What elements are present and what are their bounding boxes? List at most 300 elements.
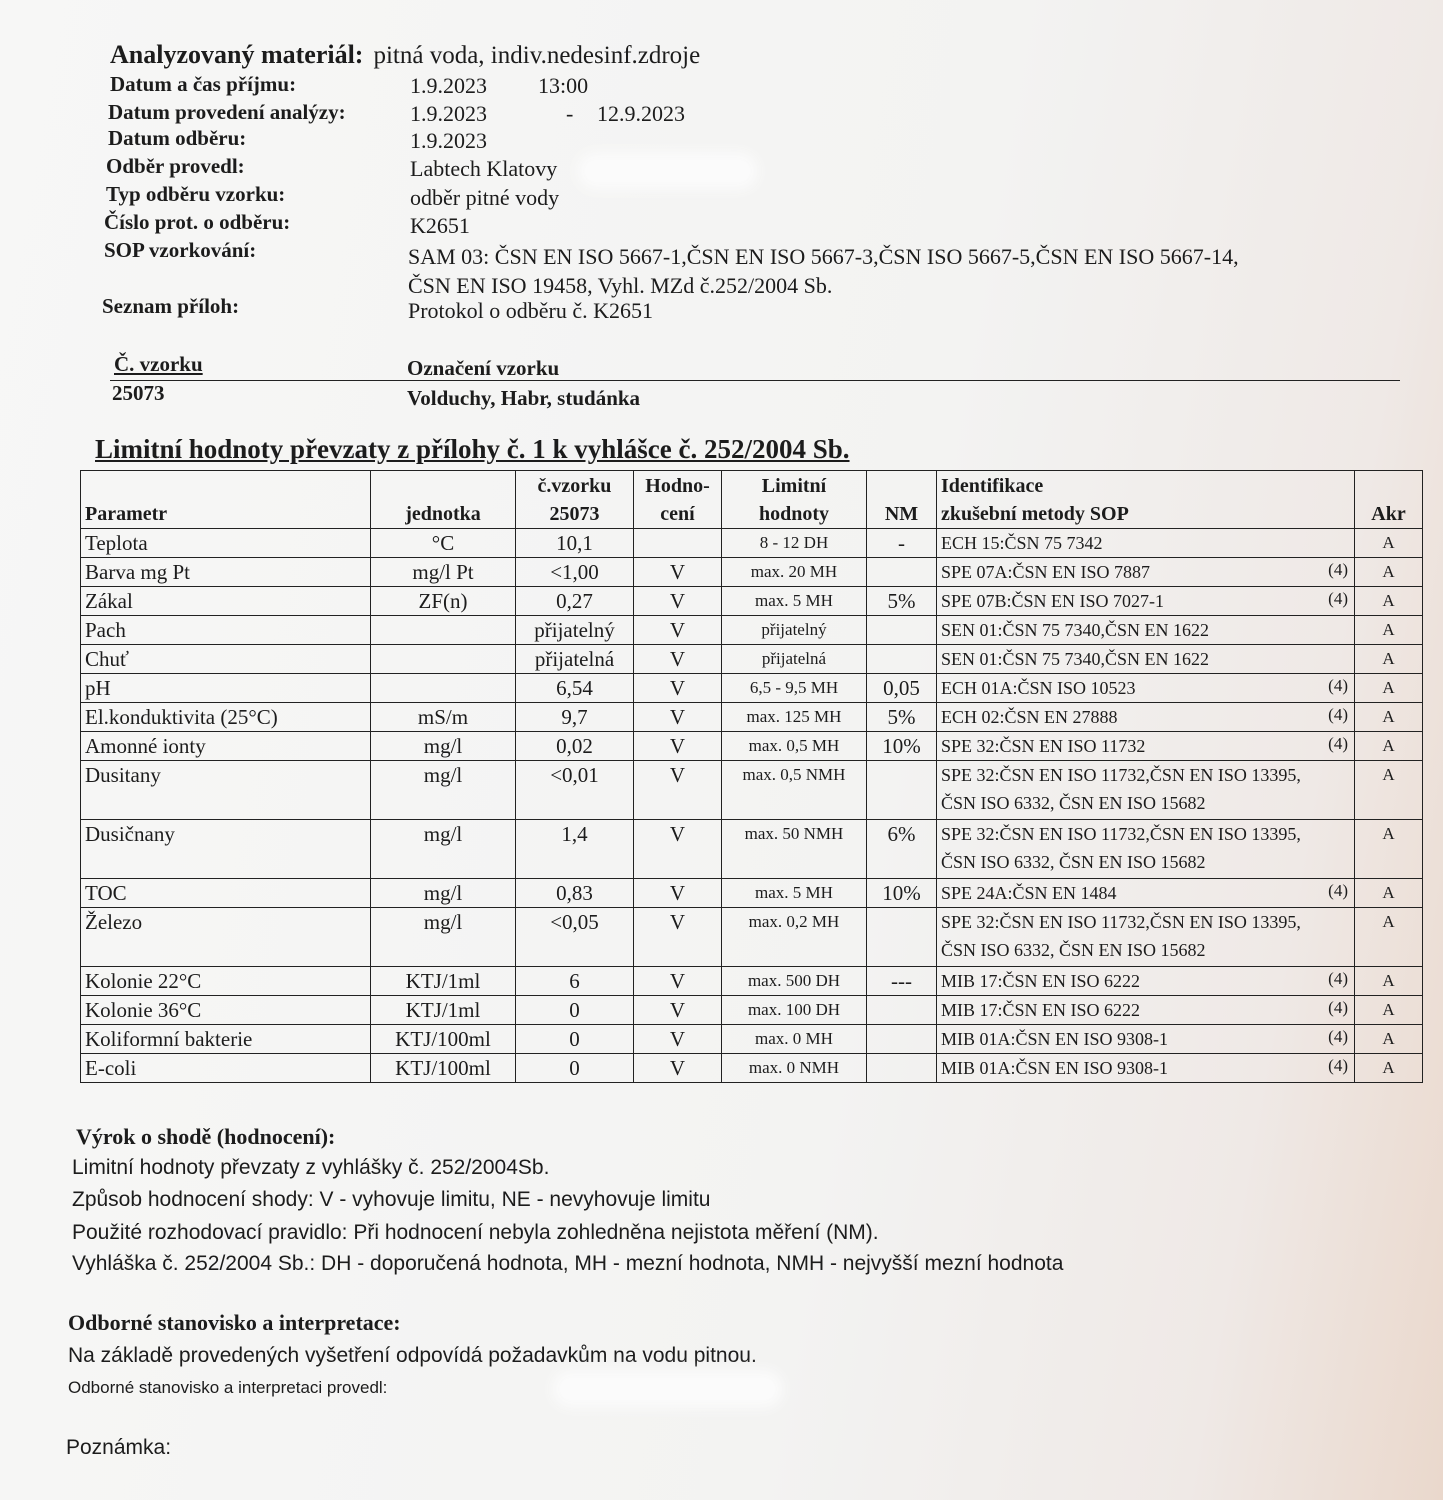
method-reference: (4) (1328, 676, 1348, 695)
method-line: MIB 17:ČSN EN ISO 6222 (941, 1000, 1141, 1020)
material-label: Analyzovaný materiál: (110, 40, 364, 69)
cell-param-text: Kolonie 22°C (85, 969, 202, 993)
cell-value-text: 1,4 (561, 822, 588, 846)
cell-eval (634, 732, 722, 761)
cell-limit-text: přijatelná (761, 649, 827, 668)
method-line-2: ČSN ISO 6332, ČSN EN ISO 15682 (941, 852, 1206, 872)
cell-value (516, 732, 634, 761)
cell-param-text: Amonné ionty (85, 734, 206, 758)
cell-akr-text: A (1382, 912, 1395, 931)
cell-unit-text: °C (431, 531, 455, 555)
cell-value-text: 6 (569, 969, 580, 993)
cell-param (81, 558, 371, 587)
cell-param (81, 996, 371, 1025)
cell-limit (722, 703, 867, 732)
cell-nm (867, 558, 937, 587)
note-label: Poznámka: (66, 1436, 172, 1459)
cell-eval-text: V (669, 1056, 686, 1080)
cell-limit-text: max. 0,5 NMH (742, 765, 846, 784)
cell-param (81, 761, 371, 820)
cell-eval-text: V (669, 763, 686, 787)
cell-eval (634, 587, 722, 616)
sampling-type-label: Typ odběru vzorku: (106, 182, 286, 206)
cell-value (516, 645, 634, 674)
cell-unit (371, 996, 516, 1025)
cell-value-text: přijatelný (534, 618, 615, 642)
cell-unit (371, 674, 516, 703)
cell-akr-text: A (1382, 736, 1395, 755)
cell-limit (722, 674, 867, 703)
table-row (81, 879, 1423, 908)
cell-method (937, 558, 1355, 587)
cell-unit (371, 587, 516, 616)
cell-eval (634, 703, 722, 732)
header-unit: jednotka (371, 471, 516, 529)
cell-akr-text: A (1382, 620, 1395, 639)
cell-eval-text: V (669, 589, 686, 613)
cell-nm (867, 820, 937, 879)
method-line: SPE 07B:ČSN EN ISO 7027-1 (941, 591, 1165, 611)
cell-param-text: El.konduktivita (25°C) (85, 705, 278, 729)
cell-nm (867, 703, 937, 732)
cell-value (516, 616, 634, 645)
cell-nm-text: --- (891, 969, 912, 993)
cell-eval (634, 616, 722, 645)
cell-value (516, 587, 634, 616)
cell-limit-text: max. 125 MH (746, 707, 842, 726)
table-header-row (81, 471, 1423, 529)
cell-value (516, 1025, 634, 1054)
cell-value (516, 529, 634, 558)
conformity-line: Použité rozhodovací pravidlo: Při hodnocení nebyla zohledněna nejistota měření (NM). (72, 1221, 879, 1244)
table-row (81, 616, 1423, 645)
cell-eval-text: V (669, 910, 686, 934)
sop-label: SOP vzorkování: (104, 238, 257, 262)
method-reference: (4) (1328, 998, 1348, 1017)
cell-nm (867, 908, 937, 967)
cell-limit (722, 558, 867, 587)
cell-value-text: <0,01 (550, 763, 599, 787)
cell-unit-text: mS/m (417, 705, 469, 729)
cell-eval (634, 1025, 722, 1054)
cell-akr-text: A (1382, 533, 1395, 552)
cell-param (81, 820, 371, 879)
cell-limit (722, 616, 867, 645)
table-row (81, 558, 1423, 587)
cell-method (937, 996, 1355, 1025)
cell-value-text: 0,27 (556, 589, 593, 613)
cell-nm (867, 761, 937, 820)
conformity-line: Vyhláška č. 252/2004 Sb.: DH - doporučená hodnota, MH - mezní hodnota, NMH - nejvyšší mezní hodnota (72, 1252, 1064, 1275)
material-row (110, 40, 700, 70)
cell-nm (867, 879, 937, 908)
sample-divider (110, 380, 1400, 381)
cell-value (516, 908, 634, 967)
cell-limit (722, 967, 867, 996)
method-line: ECH 01A:ČSN ISO 10523 (941, 678, 1136, 698)
cell-unit (371, 908, 516, 967)
cell-nm (867, 529, 937, 558)
cell-param-text: Koliformní bakterie (85, 1027, 253, 1051)
cell-param-text: TOC (85, 881, 127, 905)
table-title: Limitní hodnoty převzaty z přílohy č. 1 k vyhlášce č. 252/2004 Sb. (95, 434, 850, 464)
cell-limit (722, 1054, 867, 1083)
conformity-heading: Výrok o shodě (hodnocení): (76, 1124, 336, 1149)
cell-param-text: Dusitany (85, 763, 161, 787)
cell-param (81, 732, 371, 761)
cell-akr (1355, 587, 1423, 616)
cell-param (81, 529, 371, 558)
header-eval: Hodno- cení (634, 471, 722, 529)
cell-value (516, 558, 634, 587)
analysis-to: 12.9.2023 (597, 101, 685, 126)
cell-limit (722, 761, 867, 820)
cell-unit (371, 761, 516, 820)
method-reference: (4) (1328, 881, 1348, 900)
cell-unit-text: mg/l (423, 734, 463, 758)
cell-akr-text: A (1382, 765, 1395, 784)
cell-value-text: <1,00 (550, 560, 599, 584)
cell-method (937, 1054, 1355, 1083)
sampled-by-label: Odběr provedl: (106, 154, 245, 178)
table-row (81, 645, 1423, 674)
cell-nm-text: 0,05 (883, 676, 920, 700)
cell-eval-text: V (669, 881, 686, 905)
cell-unit-text: mg/l Pt (412, 560, 474, 584)
sop-line-2: ČSN EN ISO 19458, Vyhl. MZd č.252/2004 Sb. (408, 273, 833, 298)
cell-akr (1355, 703, 1423, 732)
method-line-2: ČSN ISO 6332, ČSN EN ISO 15682 (941, 793, 1206, 813)
cell-unit (371, 967, 516, 996)
cell-eval-text: V (669, 1027, 686, 1051)
cell-akr (1355, 761, 1423, 820)
cell-param (81, 616, 371, 645)
cell-akr (1355, 879, 1423, 908)
cell-unit (371, 1054, 516, 1083)
cell-method (937, 1025, 1355, 1054)
cell-param (81, 879, 371, 908)
cell-akr-text: A (1382, 562, 1395, 581)
cell-limit-text: max. 5 MH (755, 591, 833, 610)
table-row (81, 820, 1423, 879)
cell-eval (634, 1054, 722, 1083)
cell-akr (1355, 558, 1423, 587)
results-table (80, 470, 1423, 1083)
sop-line-1: SAM 03: ČSN EN ISO 5667-1,ČSN EN ISO 5667-3,ČSN ISO 5667-5,ČSN EN ISO 5667-14, (408, 244, 1239, 269)
cell-eval (634, 996, 722, 1025)
cell-akr (1355, 820, 1423, 879)
sampled-by-value: Labtech Klatovy (410, 156, 558, 181)
cell-eval-text: V (669, 618, 686, 642)
cell-method (937, 732, 1355, 761)
cell-akr (1355, 645, 1423, 674)
cell-limit-text: max. 50 NMH (744, 824, 844, 843)
method-line: SEN 01:ČSN 75 7340,ČSN EN 1622 (941, 649, 1210, 669)
cell-value (516, 703, 634, 732)
cell-limit-text: max. 0,5 MH (748, 736, 840, 755)
received-label: Datum a čas příjmu: (110, 72, 297, 96)
cell-param (81, 908, 371, 967)
header-akr: Akr (1355, 471, 1423, 529)
sample-name-label: Označení vzorku (407, 356, 560, 380)
cell-param-text: Barva mg Pt (85, 560, 190, 584)
cell-akr (1355, 616, 1423, 645)
cell-limit-text: max. 5 MH (755, 883, 833, 902)
cell-limit-text: 8 - 12 DH (759, 533, 829, 552)
method-line: SPE 32:ČSN EN ISO 11732,ČSN EN ISO 13395, (941, 765, 1301, 785)
table-row (81, 674, 1423, 703)
method-line: SPE 07A:ČSN EN ISO 7887 (941, 562, 1151, 582)
method-reference: (4) (1328, 589, 1348, 608)
cell-nm-text: - (898, 531, 905, 555)
cell-eval (634, 967, 722, 996)
cell-nm-text: 5% (887, 589, 916, 613)
cell-param (81, 1025, 371, 1054)
table-row (81, 587, 1423, 616)
cell-method (937, 703, 1355, 732)
method-line: MIB 01A:ČSN EN ISO 9308-1 (941, 1029, 1169, 1049)
cell-limit (722, 529, 867, 558)
redaction-mark (585, 160, 750, 182)
cell-value-text: 10,1 (556, 531, 593, 555)
method-line: MIB 17:ČSN EN ISO 6222 (941, 971, 1141, 991)
cell-akr (1355, 1054, 1423, 1083)
cell-akr-text: A (1382, 591, 1395, 610)
protocol-no-value: K2651 (410, 213, 470, 238)
cell-nm (867, 732, 937, 761)
method-reference: (4) (1328, 560, 1348, 579)
cell-eval (634, 879, 722, 908)
cell-akr-text: A (1382, 824, 1395, 843)
cell-akr (1355, 996, 1423, 1025)
received-time: 13:00 (538, 73, 589, 98)
cell-unit (371, 529, 516, 558)
cell-unit-text: KTJ/1ml (405, 998, 481, 1022)
cell-eval-text: V (669, 676, 686, 700)
cell-unit-text: mg/l (423, 763, 463, 787)
cell-value-text: 6,54 (556, 676, 593, 700)
cell-limit-text: max. 500 DH (747, 971, 841, 990)
method-line: SEN 01:ČSN 75 7340,ČSN EN 1622 (941, 620, 1210, 640)
table-row (81, 703, 1423, 732)
cell-limit (722, 732, 867, 761)
cell-value-text: 0 (569, 1056, 580, 1080)
cell-method (937, 616, 1355, 645)
cell-akr (1355, 908, 1423, 967)
cell-akr-text: A (1382, 1029, 1395, 1048)
cell-limit-text: max. 100 DH (747, 1000, 841, 1019)
cell-unit (371, 645, 516, 674)
cell-akr-text: A (1382, 1058, 1395, 1077)
cell-nm-text: 10% (882, 881, 921, 905)
cell-akr-text: A (1382, 1000, 1395, 1019)
cell-limit (722, 587, 867, 616)
header-param: Parametr (81, 471, 371, 529)
cell-method (937, 879, 1355, 908)
sampling-type-value: odběr pitné vody (410, 185, 560, 210)
cell-unit (371, 558, 516, 587)
cell-limit-text: max. 0 NMH (748, 1058, 840, 1077)
method-reference: (4) (1328, 1056, 1348, 1075)
cell-value-text: 0,83 (556, 881, 593, 905)
table-row (81, 908, 1423, 967)
cell-eval (634, 645, 722, 674)
cell-nm (867, 674, 937, 703)
cell-eval-text: V (669, 998, 686, 1022)
cell-limit (722, 879, 867, 908)
cell-akr (1355, 674, 1423, 703)
cell-value-text: <0,05 (550, 910, 599, 934)
attachments-label: Seznam příloh: (102, 294, 240, 318)
header-nm: NM (867, 471, 937, 529)
cell-unit-text: mg/l (423, 881, 463, 905)
cell-value (516, 996, 634, 1025)
cell-value (516, 879, 634, 908)
cell-unit-text: mg/l (423, 910, 463, 934)
opinion-heading: Odborné stanovisko a interpretace: (68, 1310, 401, 1335)
cell-param (81, 967, 371, 996)
cell-param-text: Kolonie 36°C (85, 998, 202, 1022)
cell-limit-text: max. 20 MH (750, 562, 838, 581)
cell-param-text: Teplota (85, 531, 148, 555)
cell-value-text: 9,7 (561, 705, 588, 729)
table-row (81, 761, 1423, 820)
cell-param-text: Pach (85, 618, 126, 642)
attachments-value: Protokol o odběru č. K2651 (408, 298, 654, 323)
cell-method (937, 529, 1355, 558)
cell-param-text: pH (85, 676, 111, 700)
cell-param (81, 1054, 371, 1083)
received-date: 1.9.2023 (410, 73, 487, 98)
cell-param-text: Zákal (85, 589, 133, 613)
cell-nm-text: 6% (887, 822, 916, 846)
cell-method (937, 674, 1355, 703)
cell-eval-text: V (669, 969, 686, 993)
cell-eval-text: V (669, 822, 686, 846)
cell-eval (634, 674, 722, 703)
cell-limit-text: přijatelný (761, 620, 827, 639)
cell-unit-text: KTJ/100ml (395, 1027, 491, 1051)
cell-value (516, 674, 634, 703)
cell-eval-text: V (669, 560, 686, 584)
cell-akr-text: A (1382, 971, 1395, 990)
cell-eval (634, 908, 722, 967)
cell-value (516, 761, 634, 820)
method-line: MIB 01A:ČSN EN ISO 9308-1 (941, 1058, 1169, 1078)
method-reference: (4) (1328, 1027, 1348, 1046)
cell-param (81, 645, 371, 674)
cell-nm-text: 5% (887, 705, 916, 729)
cell-limit (722, 908, 867, 967)
cell-value (516, 967, 634, 996)
cell-unit (371, 820, 516, 879)
cell-nm (867, 645, 937, 674)
cell-unit (371, 732, 516, 761)
sample-name: Volduchy, Habr, studánka (407, 386, 641, 410)
protocol-no-label: Číslo prot. o odběru: (104, 210, 291, 234)
cell-nm (867, 616, 937, 645)
cell-param-text: Železo (85, 910, 143, 934)
cell-limit (722, 645, 867, 674)
cell-nm (867, 967, 937, 996)
method-line: ECH 15:ČSN 75 7342 (941, 533, 1103, 553)
cell-limit-text: max. 0,2 MH (748, 912, 840, 931)
cell-akr (1355, 1025, 1423, 1054)
cell-limit-text: 6,5 - 9,5 MH (749, 678, 839, 697)
sampling-date-value: 1.9.2023 (410, 128, 487, 153)
cell-value (516, 1054, 634, 1083)
cell-unit-text: KTJ/1ml (405, 969, 481, 993)
cell-eval (634, 761, 722, 820)
cell-nm (867, 587, 937, 616)
method-line: SPE 32:ČSN EN ISO 11732 (941, 736, 1146, 756)
cell-param-text: E-coli (85, 1056, 137, 1080)
table-row (81, 967, 1423, 996)
cell-eval-text: V (669, 647, 686, 671)
table-row (81, 732, 1423, 761)
cell-unit-text: mg/l (423, 822, 463, 846)
cell-unit (371, 879, 516, 908)
table-row (81, 529, 1423, 558)
method-line-2: ČSN ISO 6332, ČSN EN ISO 15682 (941, 940, 1206, 960)
opinion-text: Na základě provedených vyšetření odpovídá požadavkům na vodu pitnou. (68, 1344, 757, 1367)
method-line: ECH 02:ČSN EN 27888 (941, 707, 1118, 727)
cell-nm (867, 1054, 937, 1083)
cell-value-text: přijatelná (534, 647, 615, 671)
cell-method (937, 645, 1355, 674)
cell-value-text: 0,02 (556, 734, 593, 758)
cell-method (937, 761, 1355, 820)
method-line: SPE 24A:ČSN EN 1484 (941, 883, 1117, 903)
cell-unit-text: ZF(n) (418, 589, 468, 613)
method-reference: (4) (1328, 734, 1348, 753)
sampling-date-label: Datum odběru: (108, 126, 247, 150)
cell-eval (634, 820, 722, 879)
header-limit: Limitní hodnoty (722, 471, 867, 529)
analysis-dash: - (566, 101, 574, 126)
method-line: SPE 32:ČSN EN ISO 11732,ČSN EN ISO 13395, (941, 824, 1301, 844)
sample-no-label: Č. vzorku (114, 352, 203, 376)
method-reference: (4) (1328, 969, 1348, 988)
conformity-line: Způsob hodnocení shody: V - vyhovuje limitu, NE - nevyhovuje limitu (72, 1188, 711, 1211)
table-row (81, 996, 1423, 1025)
cell-limit (722, 1025, 867, 1054)
cell-nm-text: 10% (882, 734, 921, 758)
cell-param (81, 587, 371, 616)
cell-akr (1355, 732, 1423, 761)
redaction-mark (560, 1378, 775, 1400)
material-value: pitná voda, indiv.nedesinf.zdroje (373, 42, 701, 69)
cell-value-text: 0 (569, 998, 580, 1022)
header-method: Identifikace zkušební metody SOP (937, 471, 1355, 529)
conformity-line: Limitní hodnoty převzaty z vyhlášky č. 252/2004Sb. (72, 1156, 550, 1179)
cell-method (937, 967, 1355, 996)
cell-param (81, 703, 371, 732)
analysis-label: Datum provedení analýzy: (108, 100, 346, 124)
cell-limit-text: max. 0 MH (755, 1029, 833, 1048)
analysis-from: 1.9.2023 (410, 101, 487, 126)
cell-nm (867, 996, 937, 1025)
cell-unit (371, 616, 516, 645)
cell-limit (722, 820, 867, 879)
cell-unit (371, 703, 516, 732)
cell-unit-text: KTJ/100ml (395, 1056, 491, 1080)
cell-akr (1355, 967, 1423, 996)
cell-akr (1355, 529, 1423, 558)
cell-eval (634, 529, 722, 558)
cell-eval-text: V (669, 734, 686, 758)
cell-param (81, 674, 371, 703)
